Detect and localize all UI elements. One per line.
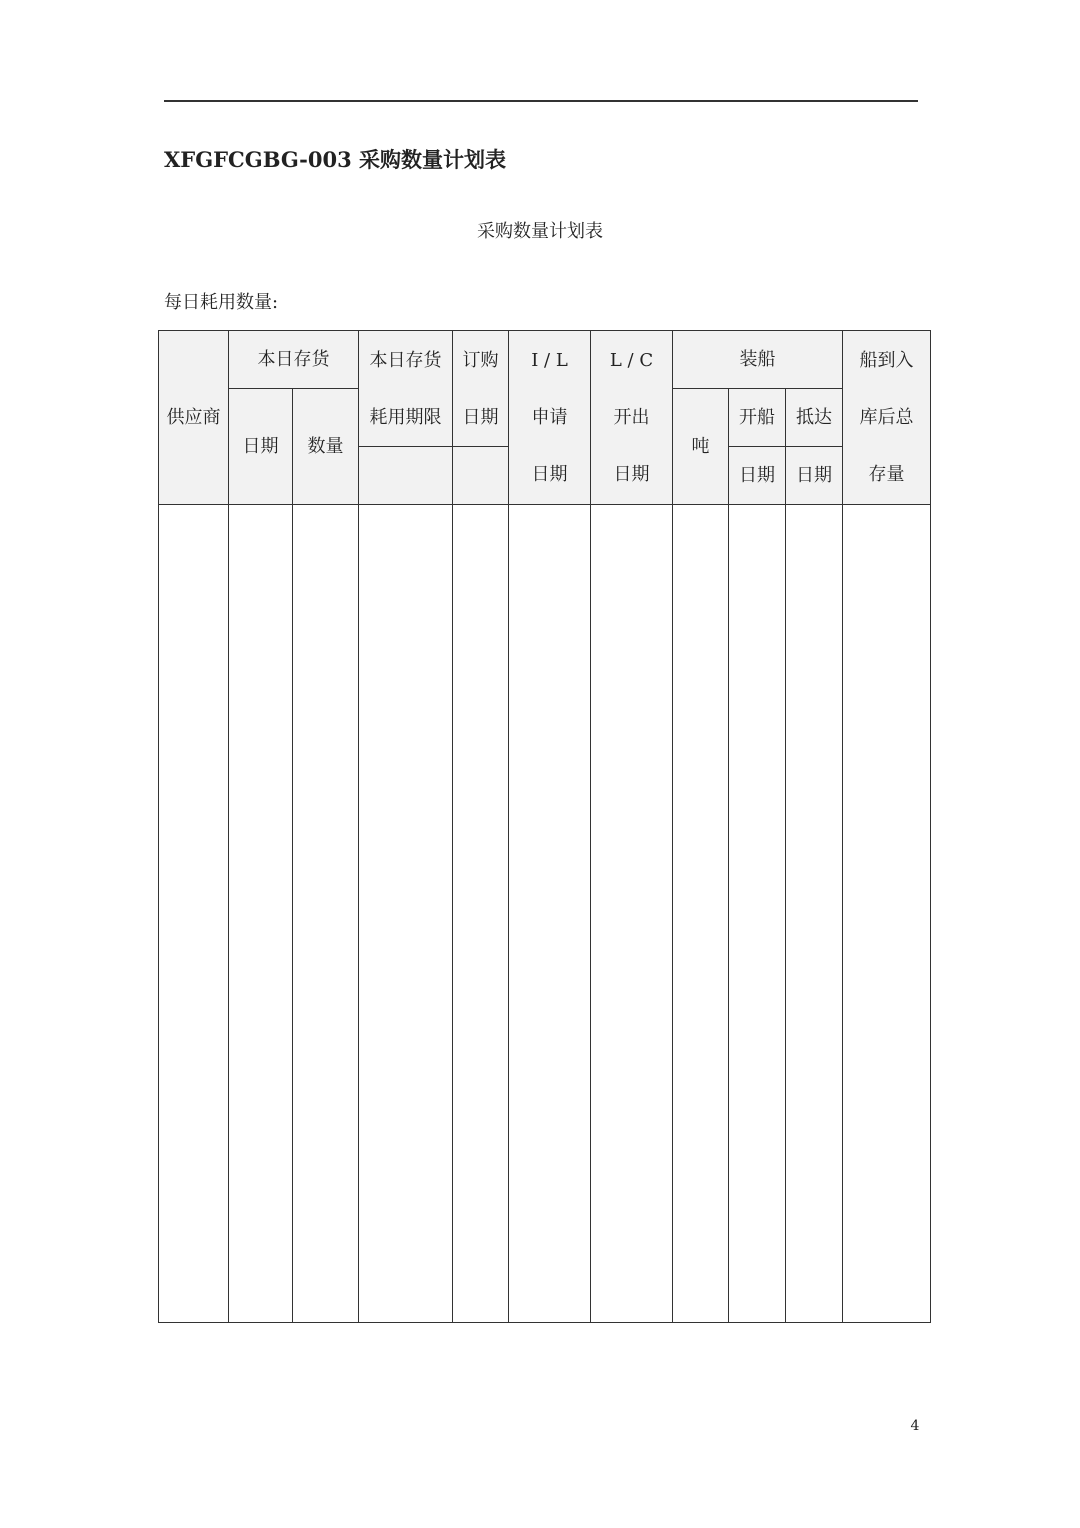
cell-supplier[interactable] (159, 505, 229, 1323)
table-body-row (159, 505, 931, 1323)
cell-depart-date[interactable] (729, 505, 786, 1323)
header-lc-line3: 日期 (613, 464, 650, 485)
cell-order-date[interactable] (453, 505, 509, 1323)
header-depart-line1: 开船 (729, 389, 786, 447)
header-lc (591, 331, 673, 505)
header-il-line2: 申请 (531, 407, 568, 428)
header-supplier: 供应商 (159, 331, 229, 505)
header-il (509, 331, 591, 505)
header-usage-limit-spacer (359, 447, 453, 505)
header-total-stock-line2: 库后总 (859, 407, 914, 428)
header-stock-date: 日期 (229, 389, 293, 505)
header-depart-line2: 日期 (729, 447, 786, 505)
table-title: 采购数量计划表 (477, 221, 603, 242)
daily-usage-label: 每日耗用数量: (164, 292, 279, 313)
cell-ton[interactable] (673, 505, 729, 1323)
header-shipping-group: 装船 (673, 331, 843, 389)
header-arrive-line2: 日期 (786, 447, 843, 505)
cell-usage-limit[interactable] (359, 505, 453, 1323)
doc-heading: XFGFCGBG-003 采购数量计划表 (164, 147, 507, 172)
cell-stock-date[interactable] (229, 505, 293, 1323)
header-ton: 吨 (673, 389, 729, 505)
header-stock-qty: 数量 (293, 389, 359, 505)
cell-stock-qty[interactable] (293, 505, 359, 1323)
header-usage-limit (359, 331, 453, 447)
cell-arrive-date[interactable] (786, 505, 843, 1323)
header-total-stock-line1: 船到入 (859, 350, 914, 371)
header-arrive-line1: 抵达 (786, 389, 843, 447)
cell-total-stock[interactable] (843, 505, 931, 1323)
header-il-line3: 日期 (531, 464, 568, 485)
header-usage-limit-line1: 本日存货 (369, 349, 442, 371)
header-order-date (453, 331, 509, 447)
header-lc-line1: L / C (609, 350, 654, 371)
header-order-date-spacer (453, 447, 509, 505)
purchase-plan-table (158, 330, 931, 1323)
header-total-stock (843, 331, 931, 505)
header-total-stock-line3: 存量 (868, 464, 905, 485)
header-order-date-line1: 订购 (462, 349, 499, 371)
header-usage-limit-line2: 耗用期限 (369, 406, 442, 428)
header-il-line1: I / L (531, 350, 568, 371)
cell-il-date[interactable] (509, 505, 591, 1323)
page-number: 4 (910, 1418, 920, 1434)
header-order-date-line2: 日期 (462, 406, 499, 428)
header-stock-group: 本日存货 (229, 331, 359, 389)
header-lc-line2: 开出 (613, 407, 650, 428)
top-rule (164, 100, 918, 102)
cell-lc-date[interactable] (591, 505, 673, 1323)
